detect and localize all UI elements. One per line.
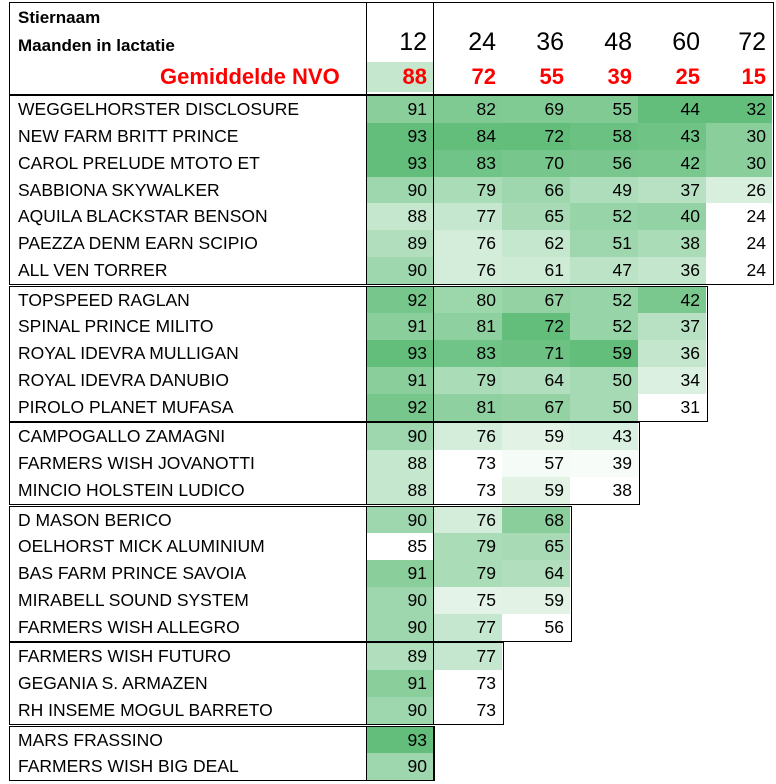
heat-cell: 68 [502, 507, 570, 534]
heat-cell: 32 [706, 96, 772, 123]
heat-cell: 88 [366, 203, 433, 230]
heat-cell: 43 [638, 123, 706, 150]
bull-name: FARMERS WISH JOVANOTTI [18, 453, 255, 474]
bull-name: AQUILA BLACKSTAR BENSON [18, 206, 268, 227]
heat-cell: 83 [433, 150, 502, 177]
heat-cell: 36 [638, 257, 706, 284]
bull-name: ROYAL IDEVRA MULLIGAN [18, 343, 239, 364]
average-nvo-label: Gemiddelde NVO [160, 64, 340, 89]
heat-cell: 62 [502, 230, 570, 257]
heat-cell: 26 [706, 177, 772, 204]
heat-cell: 65 [502, 533, 570, 560]
heat-cell: 49 [570, 177, 638, 204]
bull-name: CAMPOGALLO ZAMAGNI [18, 426, 226, 447]
heat-cell: 66 [502, 177, 570, 204]
bull-name: ALL VEN TORRER [18, 260, 168, 281]
average-value-60: 25 [638, 62, 706, 92]
bull-name: SPINAL PRINCE MILITO [18, 316, 214, 337]
heat-cell: 30 [706, 150, 772, 177]
heat-cell: 31 [638, 394, 706, 421]
month-header-60: 60 [672, 28, 700, 56]
heat-cell: 55 [570, 96, 638, 123]
heat-cell: 91 [366, 96, 433, 123]
heat-cell: 89 [366, 643, 433, 670]
heat-cell: 89 [366, 230, 433, 257]
bull-name: MIRABELL SOUND SYSTEM [18, 590, 249, 611]
heat-cell: 61 [502, 257, 570, 284]
heat-cell: 67 [502, 287, 570, 314]
heat-cell: 76 [433, 257, 502, 284]
heat-cell: 44 [638, 96, 706, 123]
months-in-lactation-header: Maanden in lactatie [18, 36, 175, 55]
heat-cell: 38 [570, 477, 638, 504]
heat-cell: 59 [502, 477, 570, 504]
heat-cell: 72 [502, 313, 570, 340]
heat-cell: 90 [366, 587, 433, 614]
heat-cell: 42 [638, 150, 706, 177]
heat-cell: 92 [366, 287, 433, 314]
heat-cell: 42 [638, 287, 706, 314]
heat-cell: 30 [706, 123, 772, 150]
header-left-border [9, 2, 10, 94]
heat-cell: 59 [502, 423, 570, 450]
heat-cell: 73 [433, 697, 502, 724]
heat-cell: 91 [366, 313, 433, 340]
heat-cell: 67 [502, 394, 570, 421]
average-value-72: 15 [706, 62, 772, 92]
heat-cell: 64 [502, 367, 570, 394]
heat-cell: 77 [433, 614, 502, 641]
heat-cell: 24 [706, 203, 772, 230]
heat-cell: 76 [433, 507, 502, 534]
heat-cell: 73 [433, 450, 502, 477]
heat-cell: 40 [638, 203, 706, 230]
heat-cell: 37 [638, 177, 706, 204]
heat-cell: 90 [366, 423, 433, 450]
month-header-12: 12 [399, 28, 427, 56]
average-value-12: 88 [366, 62, 433, 92]
heat-cell: 90 [366, 257, 433, 284]
heat-cell: 34 [638, 367, 706, 394]
bull-name: PIROLO PLANET MUFASA [18, 396, 234, 417]
heat-cell: 79 [433, 177, 502, 204]
heat-cell: 88 [366, 477, 433, 504]
header-right-border [773, 2, 774, 94]
heat-cell: 93 [366, 340, 433, 367]
heat-cell: 84 [433, 123, 502, 150]
bull-name: ROYAL IDEVRA DANUBIO [18, 370, 230, 391]
average-value-36: 55 [502, 62, 570, 92]
heat-cell: 77 [433, 203, 502, 230]
heat-cell: 81 [433, 313, 502, 340]
heat-cell: 59 [502, 587, 570, 614]
bull-name: FARMERS WISH ALLEGRO [18, 616, 240, 637]
month-header-24: 24 [468, 28, 496, 56]
heat-cell: 82 [433, 96, 502, 123]
heat-cell: 52 [570, 313, 638, 340]
bull-name: MARS FRASSINO [18, 729, 163, 750]
heat-cell: 91 [366, 367, 433, 394]
heat-cell: 91 [366, 670, 433, 697]
heat-cell: 76 [433, 230, 502, 257]
heat-cell: 93 [366, 727, 433, 754]
bull-name: TOPSPEED RAGLAN [18, 289, 190, 310]
heat-cell: 24 [706, 257, 772, 284]
heat-cell: 47 [570, 257, 638, 284]
month-header-48: 48 [604, 28, 632, 56]
month-header-36: 36 [536, 28, 564, 56]
heat-cell: 56 [570, 150, 638, 177]
heat-cell: 59 [570, 340, 638, 367]
heat-cell: 73 [433, 477, 502, 504]
heat-cell: 85 [366, 533, 433, 560]
header-bottom-border [9, 94, 774, 95]
heat-cell: 43 [570, 423, 638, 450]
heat-cell: 79 [433, 533, 502, 560]
bull-name: SABBIONA SKYWALKER [18, 179, 220, 200]
average-value-48: 39 [570, 62, 638, 92]
heat-cell: 75 [433, 587, 502, 614]
month-header-72: 72 [738, 28, 766, 56]
bull-name: CAROL PRELUDE MTOTO ET [18, 152, 260, 173]
bull-name: D MASON BERICO [18, 509, 172, 530]
heat-cell: 24 [706, 230, 772, 257]
heat-cell: 76 [433, 423, 502, 450]
heat-cell: 50 [570, 367, 638, 394]
bull-name: OELHORST MICK ALUMINIUM [18, 536, 265, 557]
heat-cell: 90 [366, 614, 433, 641]
heat-cell: 90 [366, 697, 433, 724]
heat-cell: 65 [502, 203, 570, 230]
bull-name: PAEZZA DENM EARN SCIPIO [18, 233, 258, 254]
bull-name: WEGGELHORSTER DISCLOSURE [18, 99, 300, 119]
bull-name: FARMERS WISH FUTURO [18, 646, 231, 667]
heat-cell: 72 [502, 123, 570, 150]
heat-cell: 90 [366, 177, 433, 204]
heat-cell: 71 [502, 340, 570, 367]
header-top-border [9, 2, 774, 3]
heat-cell: 70 [502, 150, 570, 177]
heat-cell: 64 [502, 560, 570, 587]
heat-cell: 57 [502, 450, 570, 477]
heat-cell: 52 [570, 287, 638, 314]
heat-cell: 90 [366, 753, 433, 780]
heat-cell: 39 [570, 450, 638, 477]
bull-name: MINCIO HOLSTEIN LUDICO [18, 480, 245, 501]
heat-cell: 36 [638, 340, 706, 367]
heat-cell: 52 [570, 203, 638, 230]
heat-cell: 93 [366, 150, 433, 177]
heat-cell: 88 [366, 450, 433, 477]
heat-cell: 38 [638, 230, 706, 257]
heat-cell: 81 [433, 394, 502, 421]
heat-cell: 58 [570, 123, 638, 150]
heat-cell: 79 [433, 367, 502, 394]
heat-cell: 83 [433, 340, 502, 367]
heat-cell: 93 [366, 123, 433, 150]
heat-cell: 91 [366, 560, 433, 587]
bull-name: RH INSEME MOGUL BARRETO [18, 700, 273, 721]
heat-cell: 92 [366, 394, 433, 421]
heat-cell: 51 [570, 230, 638, 257]
heat-cell: 79 [433, 560, 502, 587]
bull-name: BAS FARM PRINCE SAVOIA [18, 563, 247, 584]
bull-name: NEW FARM BRITT PRINCE [18, 125, 239, 146]
heat-cell: 69 [502, 96, 570, 123]
heat-cell: 37 [638, 313, 706, 340]
heat-cell: 77 [433, 643, 502, 670]
heat-cell: 80 [433, 287, 502, 314]
bull-name: GEGANIA S. ARMAZEN [18, 673, 208, 694]
heat-cell: 90 [366, 507, 433, 534]
heat-cell: 73 [433, 670, 502, 697]
bull-name: FARMERS WISH BIG DEAL [18, 756, 239, 777]
average-value-24: 72 [433, 62, 502, 92]
heat-cell: 50 [570, 394, 638, 421]
heat-cell: 56 [502, 614, 570, 641]
sire-name-header: Stiernaam [18, 8, 101, 27]
